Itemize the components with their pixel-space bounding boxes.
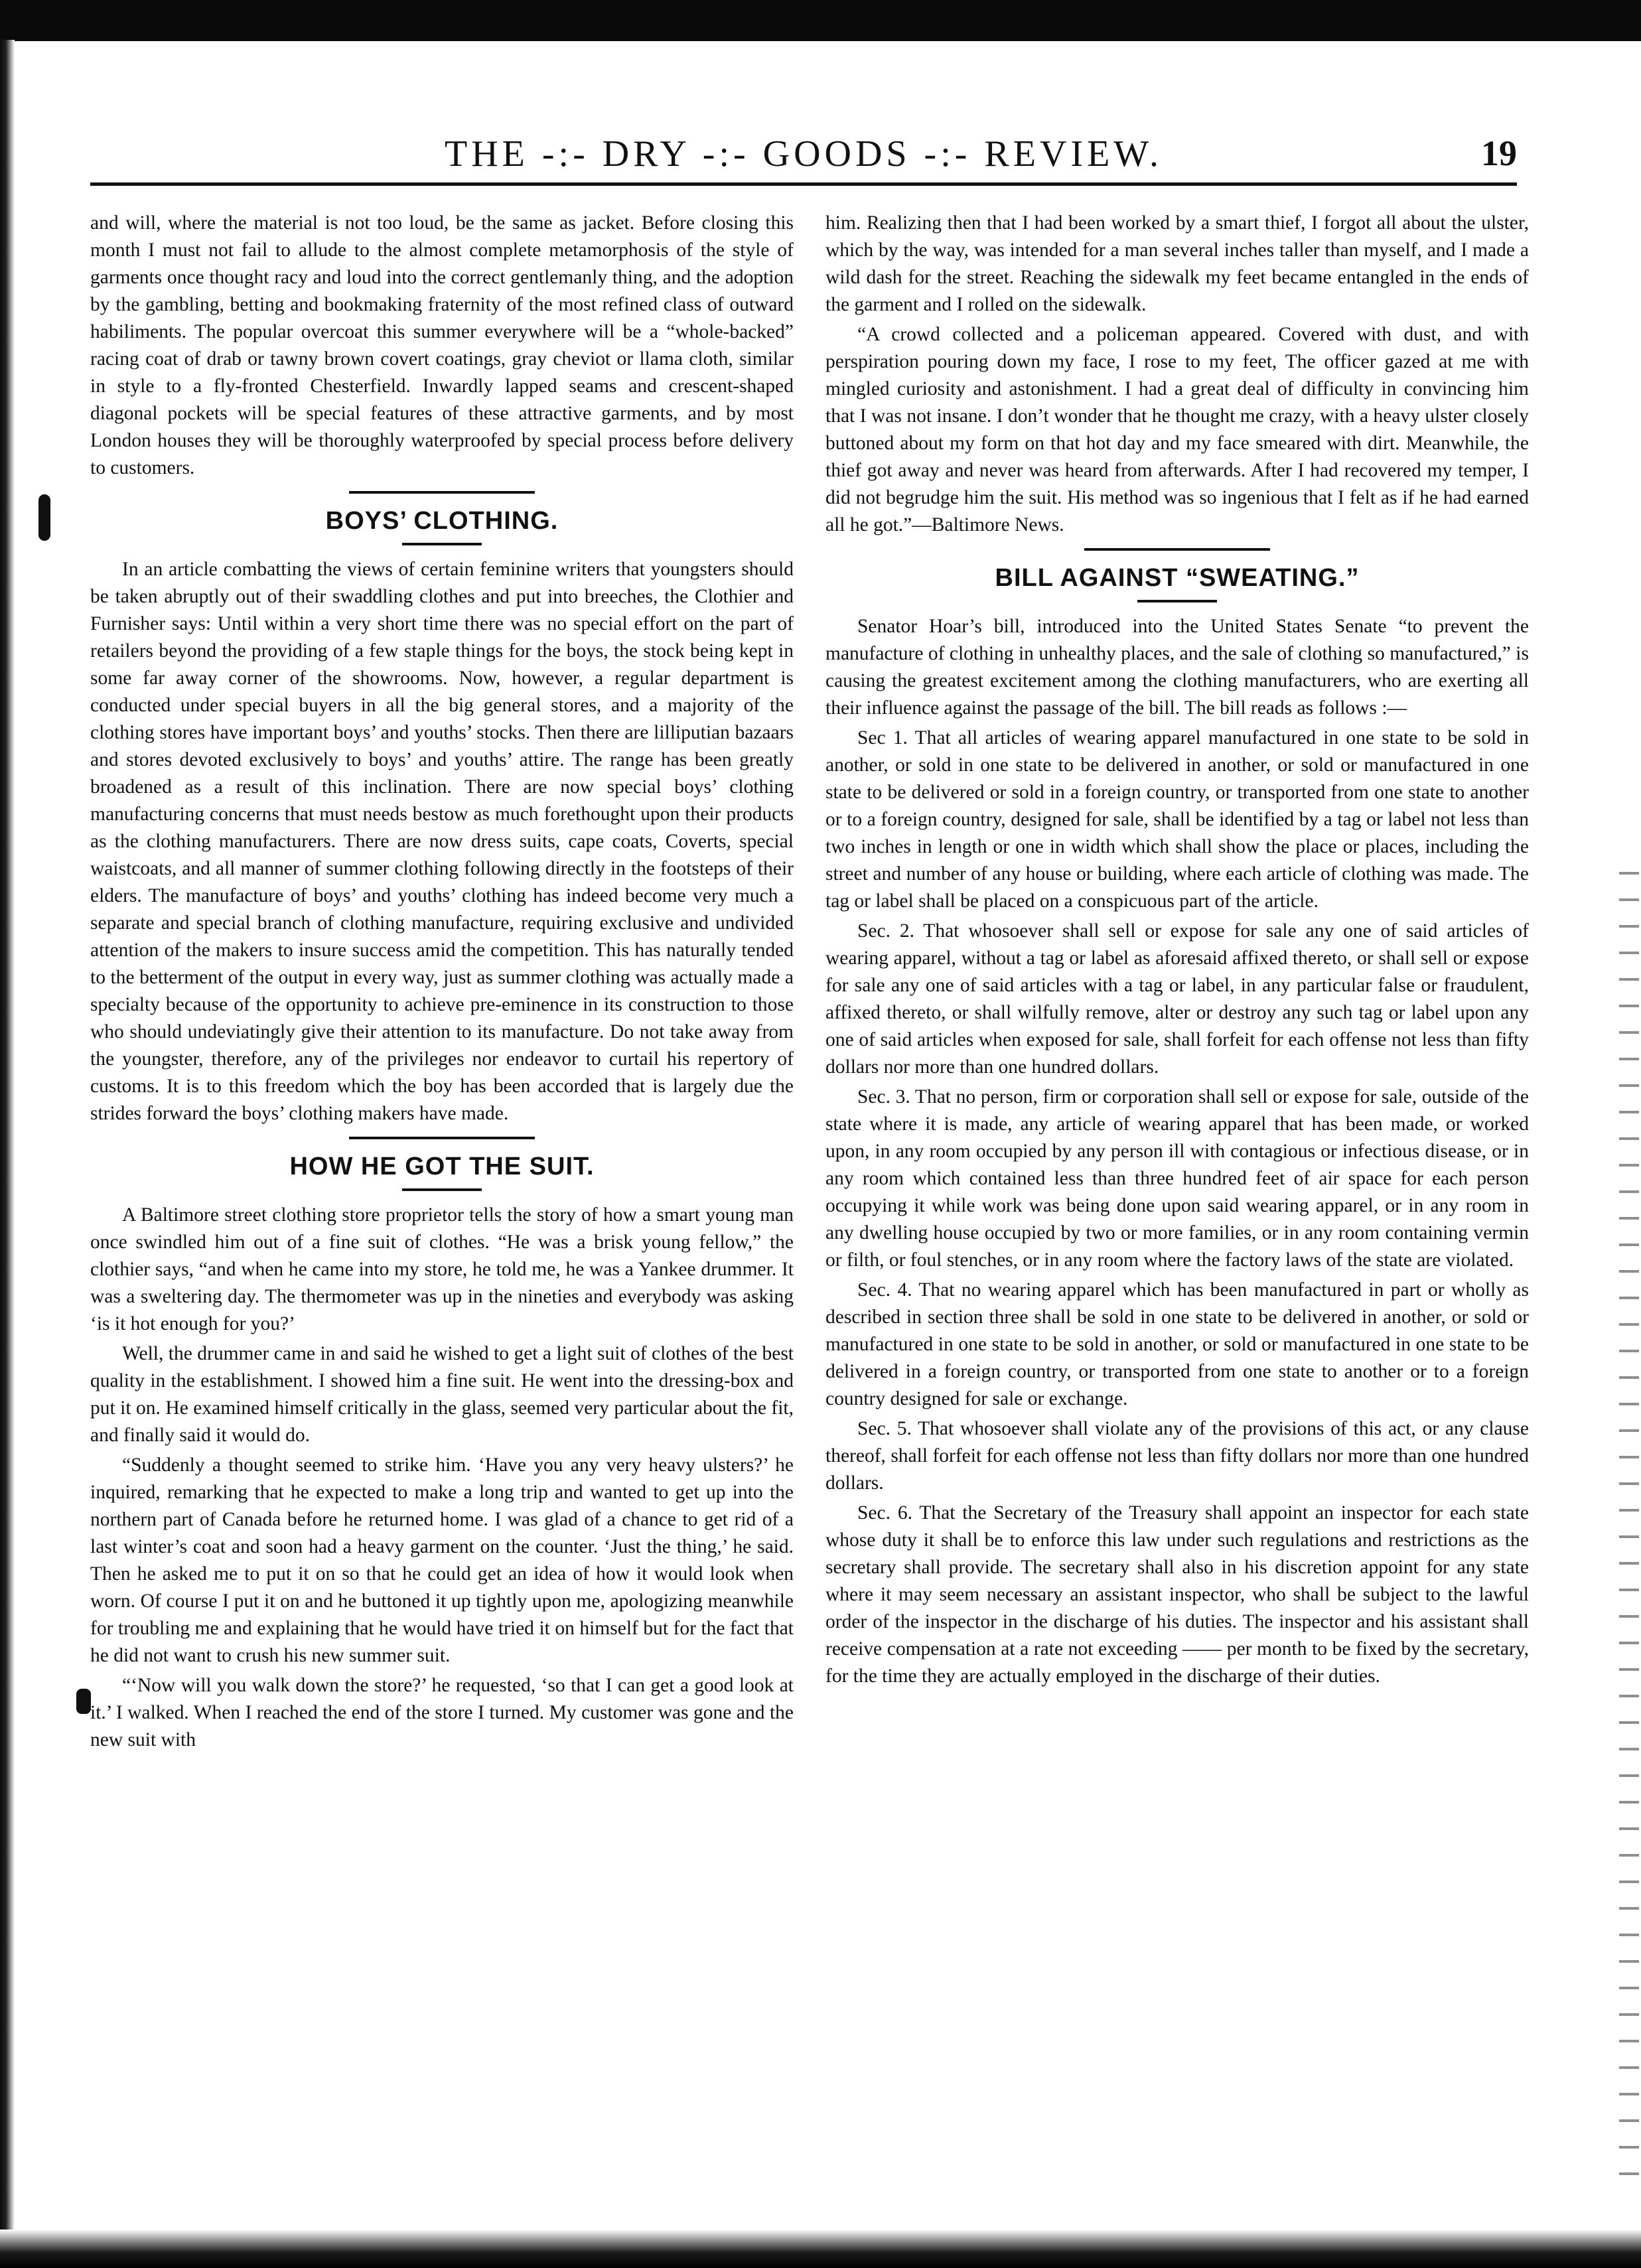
bill-section-paragraph: Sec. 2. That whosoever shall sell or expose for sale any one of said articles of wearing apparel, without a tag or label as aforesaid affixed thereto, or shall sell or expose for sale any one of said articles with a tag or label, in any particular false or fraudulent, affixed thereto, or shall wilfully remove, alter or destroy any such tag or label upon any one of said articles when exposed for sale, shall forfeit for each offense not less than fifty dollars nor more than one hundred dollars.	[825, 920, 1529, 1078]
section-divider	[1084, 548, 1270, 551]
body-paragraph: “‘Now will you walk down the store?’ he requested, ‘so that I can get a good look at it.’ I walked. When I reached the end of the store I turned. My customer was gone and the new suit with	[90, 1675, 794, 1750]
body-paragraph: A Baltimore street clothing store proprietor tells the story of how a smart young man once swindled him out of a fine suit of clothes. “He was a brisk young fellow,” the clothier says, “and when he came into my store, he told me, he was a Yankee drummer. It was a sweltering day. The thermometer was up in the nineties and everybody was asking ‘is it hot enough for you?’	[90, 1204, 794, 1334]
article-continuation-paragraph: him. Realizing then that I had been worked by a smart thief, I forgot all about the ulster, which by the way, was intended for a man several inches taller than myself, and I made a wild dash for the street. Reaching the sidewalk my feet became entangled in the ends of the garment and I rolled on the sidewalk.	[825, 212, 1529, 315]
article-continuation-paragraph: and will, where the material is not too loud, be the same as jacket. Before closing this month I must not fail to allude to the almost complete metamorphosis of the style of garments once thought racy and loud into the correct gentlemanly thing, and the adoption by the gambling, betting and bookmaking fraternity of the most refined class of outward habiliments. The popular overcoat this summer everywhere will be a “whole-backed” racing coat of drab or tawny brown covert coatings, gray cheviot or llama cloth, similar in style to a fly-fronted Chesterfield. Inwardly lapped seams and crescent-shaped diagonal pockets will be special features of these attractive garments, and by most London houses they will be thoroughly waterproofed by special process before delivery to customers.	[90, 212, 794, 478]
left-column	[90, 210, 794, 1754]
scan-bottom-border	[0, 2230, 1641, 2268]
heading-rule	[1137, 600, 1217, 602]
ink-blot	[38, 494, 50, 541]
bill-section-paragraph: Sec. 4. That no wearing apparel which has been manufactured in part or wholly as described in section three shall be sold in one state to be delivered in another, or sold or manufactured in one state to be sold in another, or sold or manufactured in one state to be delivered in a foreign country, or transported from one state to another or to a foreign country designed for sale or exchange.	[825, 1279, 1529, 1409]
body-paragraph: “Suddenly a thought seemed to strike him. ‘Have you any very heavy ulsters?’ he inquired, remarking that he expected to make a long trip and wanted to get up into the northern part of Canada before he returned home. I was glad of a chance to get rid of a last winter’s coat and soon had a heavy garment on the counter. ‘Just the thing,’ he said. Then he asked me to put it on so that he could get an idea of how it would look when worn. Of course I put it on and he buttoned it up tightly upon me, apologizing meanwhile for troubling me and explaining that he would have tried it on himself but for the fact that he did not want to crush his new summer suit.	[90, 1454, 794, 1666]
header-rule	[90, 182, 1517, 186]
section-heading-boys-clothing: BOYS’ CLOTHING.	[325, 507, 559, 535]
body-paragraph: “A crowd collected and a policeman appeared. Covered with dust, and with perspiration pouring down my face, I rose to my feet, The officer gazed at me with mingled curiosity and astonishment. I had a great deal of difficulty in convincing him that I was not insane. I don’t wonder that he thought me crazy, with a heavy ulster closely buttoned about my form on that hot day and my face smeared with dirt. Meanwhile, the thief got away and never was heard from afterwards. After I had recovered my temper, I did not begrudge him the suit. His method was so ingenious that I felt as if he had earned all he got.”—Baltimore News.	[825, 324, 1529, 535]
section-heading-how-he-got-the-suit: HOW HE GOT THE SUIT.	[289, 1153, 595, 1180]
scan-left-border	[0, 40, 15, 2268]
heading-rule	[402, 543, 482, 545]
ink-blot	[76, 1689, 91, 1714]
heading-rule	[402, 1188, 482, 1191]
section-divider	[349, 1137, 535, 1139]
body-paragraph: In an article combatting the views of certain feminine writers that youngsters should be taken abruptly out of their swaddling clothes and put into breeches, the Clothier and Furnisher says: Until within a very short time there was no special effort on the part of retailers beyond the providing of a few staple things for the boys, the stock being kept in some far away corner of the showrooms. Now, however, a regular department is conducted under special buyers in all the big general stores, and a majority of the clothing stores have important boys’ and youths’ stocks. Then there are lilliputian bazaars and stores devoted exclusively to boys’ and youths’ attire. The range has been greatly broadened as a result of this inclination. There are now special boys’ clothing manufacturing concerns that must needs bestow as much forethought upon their products as the clothing manufacturers. There are now dress suits, cape coats, Coverts, special waistcoats, and all manner of summer clothing following directly in the footsteps of their elders. The manufacture of boys’ and youths’ clothing has indeed become very much a separate and special branch of clothing manufacture, requiring exclusive and undivided attention of the makers to insure success amid the competition. This has naturally tended to the betterment of the output in every way, just as summer clothing was actually made a specialty because of the opportunity to achieve pre-eminence in its construction to those who should undeviatingly give their attention to its manufacture. Do not take away from the youngster, therefore, any of the privileges nor endeavor to curtail his repertory of customs. It is to this freedom which the boy has been accorded that is largely due the strides forward the boys’ clothing makers have made.	[90, 559, 794, 1124]
section-divider	[349, 491, 535, 494]
scan-right-edge-noise	[1619, 863, 1639, 2190]
page-number: 19	[1481, 133, 1517, 173]
running-header	[90, 133, 1517, 173]
bill-section-paragraph: Sec. 3. That no person, firm or corporation shall sell or expose for sale, outside of the state where it is made, any article of wearing apparel that has been made, or worked upon, in any room occupied by any person ill with contagious or infectious disease, or in any room which contained less than three hundred feet of air space for each person occupying it while work was being done upon said wearing apparel, or in any room in any dwelling house occupied by two or more families, or in any room containing vermin or filth, or foul stenches, or in any room where the factory laws of the state are violated.	[825, 1086, 1529, 1271]
bill-section-paragraph: Sec. 6. That the Secretary of the Treasury shall appoint an inspector for each state whose duty it shall be to enforce this law under such regulations and restrictions as the secretary shall provide. The secretary shall also in his discretion appoint for any state where it may seem necessary an assistant inspector, who shall be subject to the lawful order of the inspector in the discharge of his duties. The inspector and his assistant shall receive compensation at a rate not exceeding —— per month to be fixed by the secretary, for the time they are actually employed in the discharge of their duties.	[825, 1502, 1529, 1687]
body-paragraph: Senator Hoar’s bill, introduced into the United States Senate “to prevent the manufacture of clothing in unhealthy places, and the sale of clothing so manufactured,” is causing the greatest excitement among the clothing manufacturers, who are exerting all their influence against the passage of the bill. The bill reads as follows :—	[825, 616, 1529, 719]
scan-top-border	[0, 0, 1641, 41]
bill-section-paragraph: Sec 1. That all articles of wearing apparel manufactured in one state to be sold in another, or sold in one state to be delivered in another, or sold or manufactured in one state to be delivered or sold in a foreign country, or transported from one state to another or to a foreign country, designed for sale, shall be identified by a tag or label not less than two inches in length or one in width which shall show the place or places, including the street and number of any house or building, where each article of clothing was made. The tag or label shall be placed on a conspicuous part of the article.	[825, 727, 1529, 912]
running-title: THE -:- DRY -:- GOODS -:- REVIEW.	[445, 133, 1163, 175]
body-paragraph: Well, the drummer came in and said he wished to get a light suit of clothes of the best quality in the establishment. I showed him a fine suit. He went into the dressing-box and put it on. He examined himself critically in the glass, seemed very particular about the fit, and finally said it would do.	[90, 1343, 794, 1446]
bill-section-paragraph: Sec. 5. That whosoever shall violate any of the provisions of this act, or any clause thereof, shall forfeit for each offense not less than fifty dollars nor more than one hundred dollars.	[825, 1418, 1529, 1494]
section-heading-bill-against-sweating: BILL AGAINST “SWEATING.”	[995, 564, 1360, 592]
right-column	[825, 210, 1529, 1690]
